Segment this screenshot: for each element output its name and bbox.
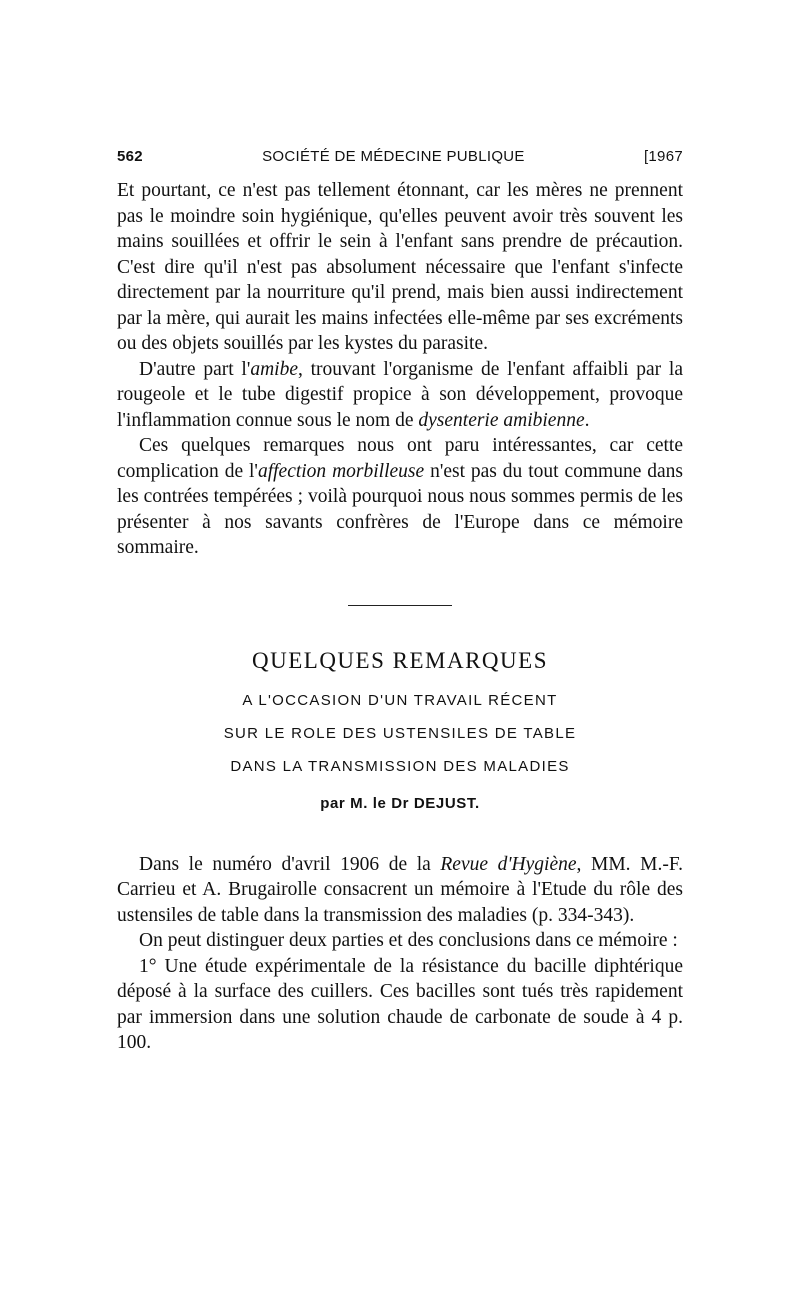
article-subtitle: A L'OCCASION D'UN TRAVAIL RÉCENT — [242, 691, 558, 709]
article-author: par M. le Dr DEJUST. — [320, 794, 480, 812]
page-number: 562 — [117, 148, 143, 165]
paragraph: Dans le numéro d'avril 1906 de la Revue d'Hygiène, MM. M.-F. Carrieu et A. Brugairolle consacrent un mémoire à l'Etude du rôle des ustensiles de table dans la transmission des maladies (p. 334-343). — [117, 853, 684, 926]
running-header — [117, 148, 683, 178]
article-title: QUELQUES REMARQUES — [252, 647, 548, 673]
paragraph: On peut distinguer deux parties et des conclusions dans ce mémoire : — [139, 930, 678, 951]
article-subtitle: SUR LE ROLE DES USTENSILES DE TABLE — [223, 724, 577, 742]
article-body — [117, 852, 683, 1056]
paragraph: 1° Une étude expérimentale de la résistance du bacille diphtérique déposé à la surface des cuillers. Ces bacilles sont tués très rapidement par immersion dans une solution chaude de carbonate de soude à 4 p. 100. — [117, 955, 683, 1053]
page — [117, 148, 683, 1056]
article-subtitle: DANS LA TRANSMISSION DES MALADIES — [230, 757, 570, 775]
continued-text — [117, 178, 683, 561]
year-marker: [1967 — [643, 148, 683, 165]
paragraph: Et pourtant, ce n'est pas tellement étonnant, car les mères ne prennent pas le moindre soin hygiénique, qu'elles peuvent avoir très souvent les mains souillées et offrir le sein à l'enfant sans prendre de précaution. C'est dire qu'il n'est pas absolument nécessaire que l'enfant s'infecte directement par la nourriture qu'il prend, mais bien aussi indirectement par la mère, qui aurait les mains infectées elle-même par ses excréments ou des objets souillés par les kystes du parasite. — [117, 180, 683, 354]
section-divider — [348, 605, 452, 606]
running-title: SOCIÉTÉ DE MÉDECINE PUBLIQUE — [262, 148, 525, 165]
article-heading — [117, 648, 683, 812]
paragraph: D'autre part l'amibe, trouvant l'organisme de l'enfant affaibli par la rougeole et le tube digestif propice à son développement, provoque l'inflammation connue sous le nom de dysenterie amibienne. — [117, 358, 683, 431]
paragraph: Ces quelques remarques nous ont paru intéressantes, car cette complication de l'affection morbilleuse n'est pas du tout commune dans les contrées tempérées ; voilà pourquoi nous nous sommes permis de les présenter à nos savants confrères de l'Europe dans ce mémoire sommaire. — [117, 435, 683, 558]
